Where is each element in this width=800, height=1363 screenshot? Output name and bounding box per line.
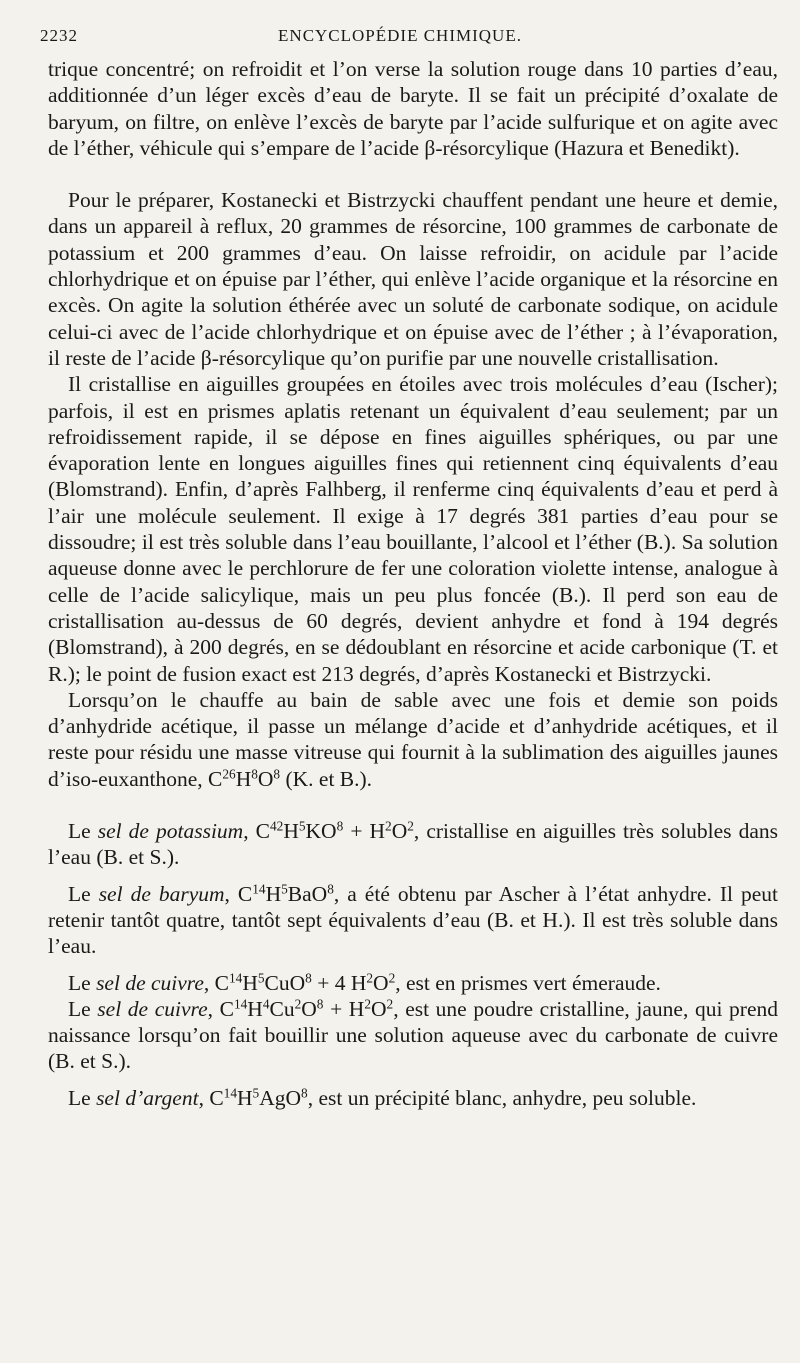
page-number: 2232 bbox=[40, 26, 78, 45]
salt-name: sel de potassium bbox=[97, 819, 244, 844]
salt-entry: Le sel de cuivre, $C^{14}H^5CuO^8 + 4$ $H^2O^2$, est en prismes vert émeraude. bbox=[68, 970, 661, 995]
salt-name: sel de baryum bbox=[98, 881, 225, 906]
paragraph: Il cristallise en aiguilles groupées en étoiles avec trois molécules d’eau (Ischer); parfois, il est en prismes aplatis retenant un équivalent d’eau seulement; par un refroidissement rapide, il se dépose en fines aiguilles sphériques, ou par une évaporation lente en longues aiguilles fines qui retiennent cinq équivalents d’eau (Blomstrand). Enfin, d’après Falhberg, il renferme cinq équivalents d’eau et perd à l’air une molécule seulement. Il exige à 17 degrés 381 parties d’eau pour se dissoudre; il est très soluble dans l’eau bouillante, l’alcool et l’éther (B.). Sa solution aqueuse donne avec le perchlorure de fer une coloration violette intense, analogue à celle de l’acide salicylique, mais un peu plus foncée (B.). Il perd son eau de cristallisation au-dessus de 60 degrés, devient anhydre et fond à 194 degrés (Blomstrand), à 200 degrés, en se dédoublant en résorcine et acide carbonique (T. et R.); le point de fusion exact est 213 degrés, d’après Kostanecki et Bistrzycki. bbox=[48, 372, 778, 686]
paragraph: trique concentré; on refroidit et l’on verse la solution rouge dans 10 parties d’eau, additionnée d’un léger excès d’eau de baryte. Il se fait un précipité d’oxalate de baryum, on filtre, on enlève l’excès de baryte par l’acide sulfurique et on agite avec de l’éther, véhicule qui s’empare de l’acide β-résorcylique (Hazura et Benedikt). bbox=[48, 57, 778, 160]
running-title: ENCYCLOPÉDIE CHIMIQUE. bbox=[278, 26, 522, 45]
paragraph: Lorsqu’on le chauffe au bain de sable avec une fois et demie son poids d’anhydride acétique, il passe un mélange d’acide et d’anhydride acétiques, et il reste pour résidu une masse vitreuse qui fournit à la sublimation des aiguilles jaunes d’iso-euxanthone, $C^{26}H^8O^8$ (K. et B.). bbox=[48, 687, 778, 791]
paragraph: Pour le préparer, Kostanecki et Bistrzycki chauffent pendant une heure et demie, dans un appareil à reflux, 20 grammes de résorcine, 100 grammes de carbonate de potassium et 200 grammes d’eau. On laisse refroidir, on acidule par l’acide chlorhydrique et on épuise par l’éther, qui enlève l’acide organique et la résorcine en excès. On agite la solution éthérée avec un soluté de carbonate sodique, on acidule celui-ci avec de l’acide chlorhydrique et on épuise avec de l’éther ; à l’évaporation, il reste de l’acide β-résorcylique qu’on purifie par une nouvelle cristallisation. bbox=[48, 188, 778, 370]
salt-entry: Le sel d’argent, $C^{14}H^5AgO^8$, est un précipité blanc, anhydre, peu soluble. bbox=[68, 1085, 697, 1110]
salt-name: sel d’argent bbox=[96, 1085, 199, 1110]
body-text bbox=[48, 56, 778, 1111]
salt-entry: Le sel de potassium, $C^{42}H^5KO^8 + H^2O^2$, cristallise en aiguilles très solubles dans l’eau (B. et S.). bbox=[48, 818, 779, 870]
salt-entry: Le sel de baryum, $C^{14}H^5BaO^8$, a été obtenu par Ascher à l’état anhydre. Il peut retenir tantôt quatre, tantôt sept équivalents d’eau (B. et H.). Il est très soluble dans l’eau. bbox=[48, 881, 778, 959]
salt-entry: Le sel de cuivre, $C^{14}H^4Cu^2O^8 + H^2O^2$, est une poudre cristalline, jaune, qui prend naissance lorsqu’on fait bouillir une solution aqueuse avec du carbonate de cuivre (B. et S.). bbox=[48, 996, 778, 1074]
salt-name: sel de cuivre bbox=[96, 970, 204, 995]
page-header bbox=[40, 22, 760, 50]
salt-name: sel de cuivre bbox=[97, 996, 208, 1021]
